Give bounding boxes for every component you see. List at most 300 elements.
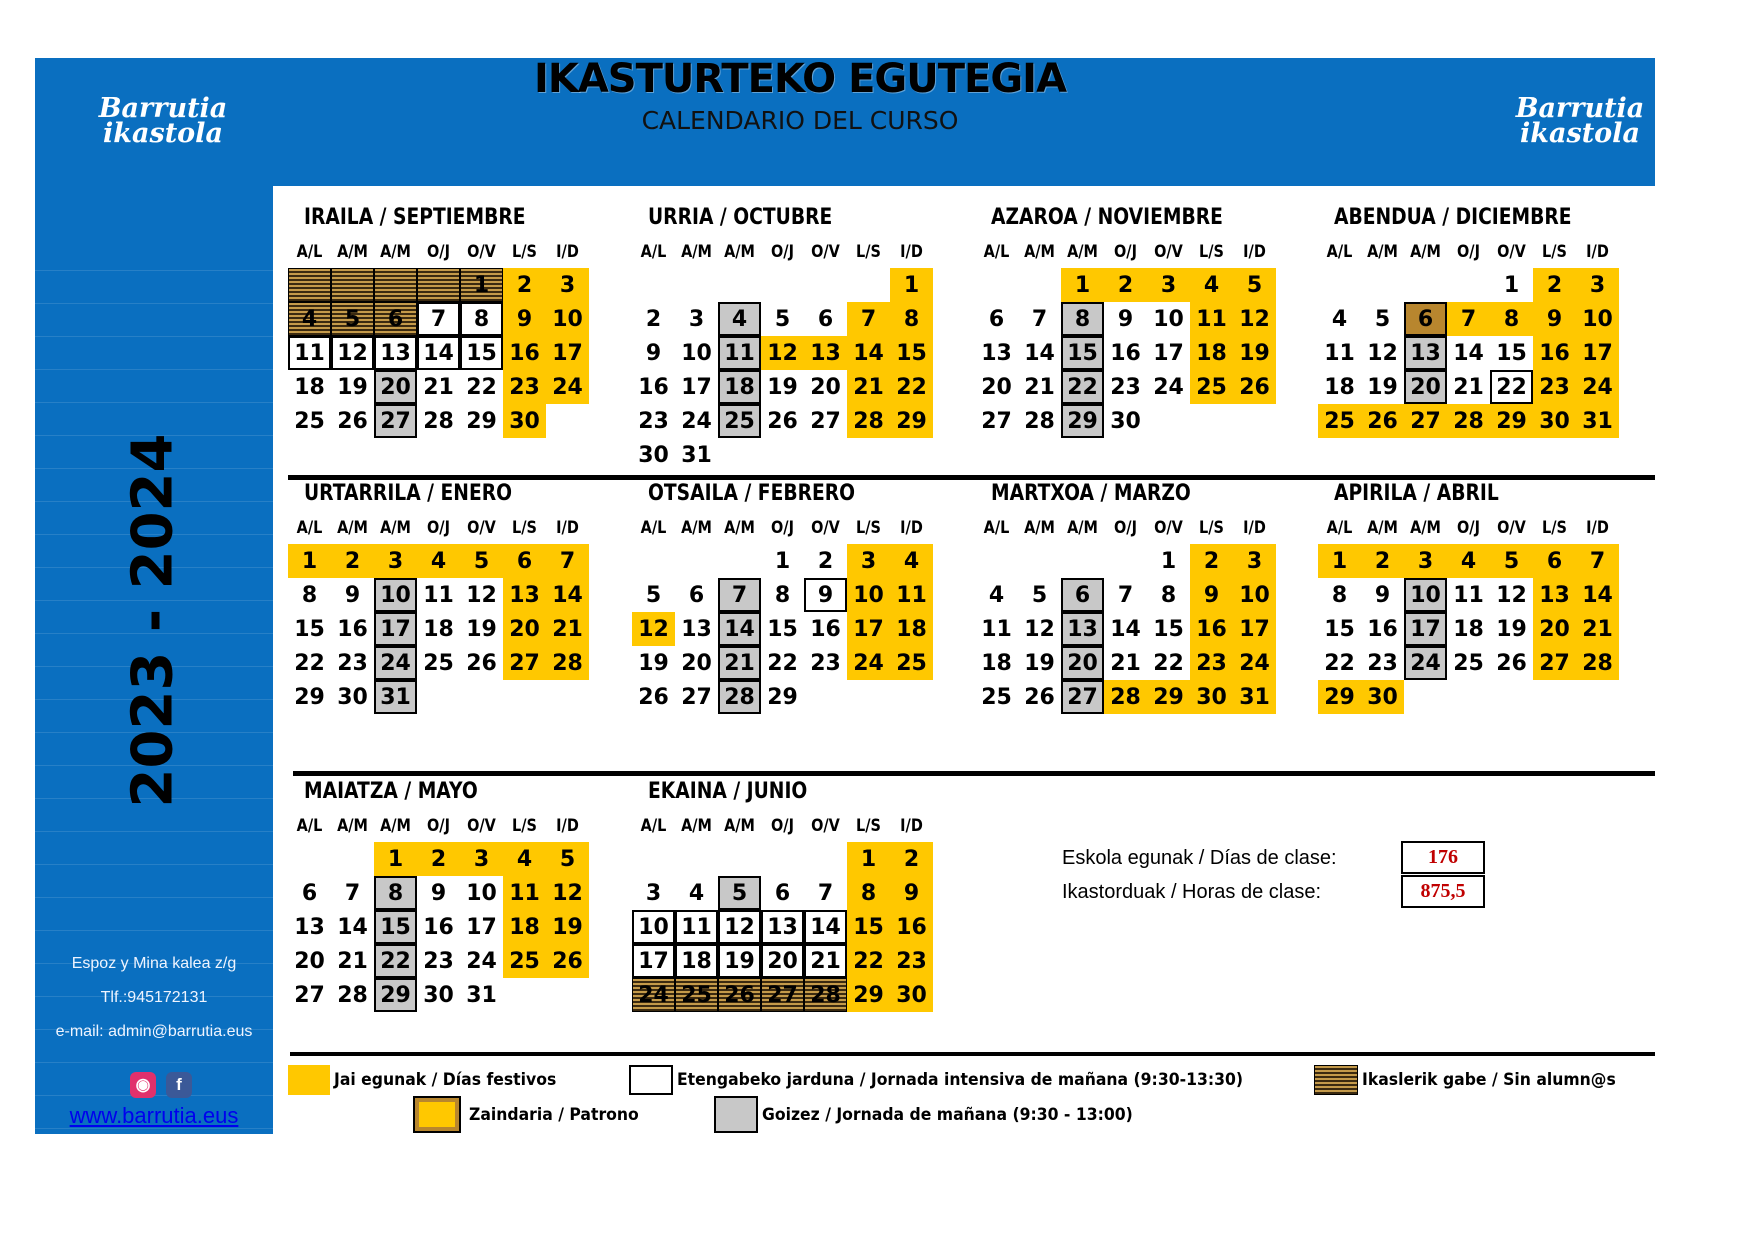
empty-day-cell bbox=[804, 268, 847, 302]
day-cell: 9 bbox=[344, 582, 361, 608]
day-cell: 23 bbox=[337, 650, 368, 676]
day-cell: 4 bbox=[688, 880, 705, 906]
day-cell: 25 bbox=[1190, 370, 1233, 404]
day-cell: 13 bbox=[1061, 612, 1104, 646]
day-cell: 22 bbox=[466, 374, 497, 400]
day-cell: 17 bbox=[1404, 612, 1447, 646]
day-cell: 29 bbox=[1490, 404, 1533, 438]
day-cell: 19 bbox=[767, 374, 798, 400]
day-cell: 3 bbox=[1404, 544, 1447, 578]
day-cell: 7 bbox=[1447, 302, 1490, 336]
day-cell: 11 bbox=[675, 910, 718, 944]
day-cell: 19 bbox=[466, 616, 497, 642]
day-cell: 29 bbox=[1318, 680, 1361, 714]
weekday-label: I/D bbox=[556, 518, 579, 538]
weekday-label: O/V bbox=[1154, 518, 1183, 538]
day-cell: 28 bbox=[1024, 408, 1055, 434]
day-cell: 26 bbox=[546, 944, 589, 978]
day-cell: 11 bbox=[981, 616, 1012, 642]
empty-day-cell bbox=[331, 842, 374, 876]
day-cell: 16 bbox=[503, 336, 546, 370]
empty-day-cell bbox=[288, 268, 331, 302]
day-cell: 30 bbox=[337, 684, 368, 710]
weekday-label: A/M bbox=[681, 816, 712, 836]
weekday-label: A/L bbox=[983, 242, 1010, 262]
day-cell: 2 bbox=[331, 544, 374, 578]
weekday-label: O/V bbox=[467, 518, 496, 538]
day-cell: 9 bbox=[804, 578, 847, 612]
weekday-label: I/D bbox=[900, 518, 923, 538]
day-cell: 4 bbox=[503, 842, 546, 876]
weekday-label: A/M bbox=[724, 242, 755, 262]
day-cell: 28 bbox=[1104, 680, 1147, 714]
day-cell: 26 bbox=[1361, 404, 1404, 438]
day-cell: 27 bbox=[761, 978, 804, 1012]
weekday-label: O/V bbox=[467, 242, 496, 262]
day-cell: 8 bbox=[1160, 582, 1177, 608]
empty-day-cell bbox=[675, 842, 718, 876]
day-cell: 11 bbox=[718, 336, 761, 370]
day-cell: 5 bbox=[1490, 544, 1533, 578]
day-cell: 25 bbox=[981, 684, 1012, 710]
day-grid bbox=[632, 842, 933, 1012]
day-cell: 23 bbox=[1190, 646, 1233, 680]
day-grid bbox=[288, 268, 589, 438]
sidebar-line bbox=[35, 303, 273, 304]
logo-text-line2: ikastola bbox=[103, 118, 223, 149]
day-cell: 6 bbox=[817, 306, 834, 332]
day-cell: 26 bbox=[466, 650, 497, 676]
day-cell: 3 bbox=[1233, 544, 1276, 578]
day-cell: 29 bbox=[466, 408, 497, 434]
empty-day-cell bbox=[718, 268, 761, 302]
day-cell: 27 bbox=[681, 684, 712, 710]
weekday-label: I/D bbox=[1586, 518, 1609, 538]
day-cell: 15 bbox=[1496, 340, 1527, 366]
day-cell: 7 bbox=[1576, 544, 1619, 578]
weekday-header bbox=[1318, 518, 1619, 538]
day-cell: 1 bbox=[890, 268, 933, 302]
weekday-label: O/J bbox=[427, 242, 450, 262]
facebook-icon[interactable]: f bbox=[166, 1072, 192, 1098]
day-cell: 31 bbox=[681, 442, 712, 468]
legend-no-students bbox=[1314, 1065, 1638, 1095]
weekday-label: O/J bbox=[1114, 242, 1137, 262]
logo-left bbox=[88, 93, 238, 149]
day-cell: 10 bbox=[847, 578, 890, 612]
day-cell: 20 bbox=[503, 612, 546, 646]
empty-day-cell bbox=[975, 544, 1018, 578]
weekday-label: L/S bbox=[856, 518, 881, 538]
weekday-label: O/J bbox=[771, 816, 794, 836]
social-links bbox=[130, 1072, 192, 1098]
day-cell: 27 bbox=[981, 408, 1012, 434]
day-cell: 28 bbox=[804, 978, 847, 1012]
legend-holidays bbox=[288, 1065, 576, 1095]
day-cell: 20 bbox=[1061, 646, 1104, 680]
day-cell: 18 bbox=[1453, 616, 1484, 642]
day-cell: 28 bbox=[546, 646, 589, 680]
weekday-label: A/L bbox=[296, 816, 323, 836]
day-cell: 20 bbox=[810, 374, 841, 400]
weekday-header bbox=[975, 518, 1276, 538]
month-title: AZAROA / NOVIEMBRE bbox=[991, 205, 1223, 230]
day-cell: 5 bbox=[331, 302, 374, 336]
sidebar-line bbox=[35, 369, 273, 370]
legend-intensive bbox=[629, 1065, 1292, 1095]
month-title: OTSAILA / FEBRERO bbox=[648, 481, 856, 506]
day-cell: 16 bbox=[1190, 612, 1233, 646]
weekday-label: A/M bbox=[337, 518, 368, 538]
day-cell: 24 bbox=[1576, 370, 1619, 404]
day-cell: 19 bbox=[1233, 336, 1276, 370]
day-grid bbox=[632, 544, 933, 714]
weekday-label: A/M bbox=[380, 242, 411, 262]
empty-day-cell bbox=[417, 268, 460, 302]
day-grid bbox=[1318, 268, 1619, 438]
day-cell: 9 bbox=[1117, 306, 1134, 332]
day-cell: 12 bbox=[1024, 616, 1055, 642]
day-cell: 26 bbox=[1233, 370, 1276, 404]
day-cell: 15 bbox=[374, 910, 417, 944]
day-cell: 5 bbox=[1374, 306, 1391, 332]
day-cell: 17 bbox=[1153, 340, 1184, 366]
weekday-label: L/S bbox=[1199, 242, 1224, 262]
day-cell: 5 bbox=[645, 582, 662, 608]
day-cell: 22 bbox=[294, 650, 325, 676]
day-cell: 12 bbox=[1233, 302, 1276, 336]
day-cell: 23 bbox=[423, 948, 454, 974]
day-cell: 10 bbox=[1233, 578, 1276, 612]
day-cell: 10 bbox=[681, 340, 712, 366]
legend-holidays-label: Jai egunak / Días festivos bbox=[334, 1070, 557, 1090]
weekday-label: A/M bbox=[1410, 518, 1441, 538]
legend-morning-swatch bbox=[714, 1096, 758, 1133]
day-cell: 10 bbox=[466, 880, 497, 906]
weekday-label: L/S bbox=[512, 518, 537, 538]
weekday-label: A/M bbox=[1067, 518, 1098, 538]
weekday-label: O/V bbox=[811, 242, 840, 262]
day-cell: 30 bbox=[1533, 404, 1576, 438]
day-cell: 7 bbox=[1117, 582, 1134, 608]
day-cell: 8 bbox=[374, 876, 417, 910]
day-cell: 6 bbox=[301, 880, 318, 906]
logo-text-line1: Barrutia bbox=[98, 93, 228, 124]
day-cell: 8 bbox=[774, 582, 791, 608]
day-cell: 10 bbox=[632, 910, 675, 944]
day-cell: 10 bbox=[1404, 578, 1447, 612]
day-cell: 2 bbox=[1104, 268, 1147, 302]
weekday-label: A/L bbox=[640, 242, 667, 262]
day-cell: 3 bbox=[688, 306, 705, 332]
day-cell: 13 bbox=[981, 340, 1012, 366]
empty-day-cell bbox=[1061, 544, 1104, 578]
sidebar-line bbox=[35, 864, 273, 865]
day-cell: 12 bbox=[761, 336, 804, 370]
day-cell: 29 bbox=[847, 978, 890, 1012]
weekday-label: A/M bbox=[380, 518, 411, 538]
sidebar-line bbox=[35, 831, 273, 832]
legend-patron bbox=[413, 1096, 654, 1133]
day-cell: 30 bbox=[638, 442, 669, 468]
empty-day-cell bbox=[761, 842, 804, 876]
weekday-label: A/L bbox=[640, 518, 667, 538]
weekday-label: A/M bbox=[380, 816, 411, 836]
day-cell: 28 bbox=[1576, 646, 1619, 680]
day-cell: 31 bbox=[466, 982, 497, 1008]
day-cell: 9 bbox=[890, 876, 933, 910]
day-cell: 28 bbox=[847, 404, 890, 438]
day-cell: 15 bbox=[1324, 616, 1355, 642]
day-cell: 25 bbox=[718, 404, 761, 438]
weekday-label: I/D bbox=[1586, 242, 1609, 262]
logo-right bbox=[1505, 93, 1655, 149]
sidebar-line bbox=[35, 930, 273, 931]
day-cell: 15 bbox=[890, 336, 933, 370]
sidebar-line bbox=[35, 336, 273, 337]
day-cell: 3 bbox=[1147, 268, 1190, 302]
day-cell: 16 bbox=[1367, 616, 1398, 642]
sidebar-line bbox=[35, 897, 273, 898]
month-title: IRAILA / SEPTIEMBRE bbox=[304, 205, 526, 230]
day-cell: 18 bbox=[294, 374, 325, 400]
day-grid bbox=[975, 544, 1276, 714]
day-cell: 21 bbox=[804, 944, 847, 978]
day-cell: 2 bbox=[1533, 268, 1576, 302]
day-cell: 21 bbox=[337, 948, 368, 974]
day-cell: 14 bbox=[1453, 340, 1484, 366]
day-grid bbox=[975, 268, 1276, 438]
day-cell: 28 bbox=[1447, 404, 1490, 438]
day-cell: 24 bbox=[1153, 374, 1184, 400]
day-cell: 24 bbox=[1404, 646, 1447, 680]
day-cell: 5 bbox=[774, 306, 791, 332]
day-cell: 24 bbox=[681, 408, 712, 434]
day-cell: 31 bbox=[1233, 680, 1276, 714]
weekday-header bbox=[975, 242, 1276, 262]
day-cell: 6 bbox=[1061, 578, 1104, 612]
weekday-label: A/L bbox=[296, 242, 323, 262]
email: e-mail: admin@barrutia.eus bbox=[55, 1023, 253, 1040]
day-cell: 18 bbox=[503, 910, 546, 944]
weekday-label: A/M bbox=[337, 816, 368, 836]
day-cell: 2 bbox=[503, 268, 546, 302]
day-cell: 10 bbox=[546, 302, 589, 336]
day-cell: 21 bbox=[847, 370, 890, 404]
day-cell: 17 bbox=[1576, 336, 1619, 370]
day-cell: 7 bbox=[546, 544, 589, 578]
day-grid bbox=[1318, 544, 1619, 714]
empty-day-cell bbox=[632, 842, 675, 876]
day-cell: 5 bbox=[546, 842, 589, 876]
day-cell: 26 bbox=[767, 408, 798, 434]
day-cell: 13 bbox=[761, 910, 804, 944]
legend-morning-label: Goizez / Jornada de mañana (9:30 - 13:00) bbox=[762, 1104, 1133, 1125]
day-cell: 29 bbox=[1061, 404, 1104, 438]
day-cell: 11 bbox=[1453, 582, 1484, 608]
weekday-label: O/V bbox=[811, 816, 840, 836]
day-cell: 28 bbox=[718, 680, 761, 714]
day-cell: 4 bbox=[890, 544, 933, 578]
day-cell: 23 bbox=[1533, 370, 1576, 404]
empty-day-cell bbox=[1018, 544, 1061, 578]
empty-day-cell bbox=[1318, 268, 1361, 302]
day-cell: 30 bbox=[890, 978, 933, 1012]
day-cell: 3 bbox=[546, 268, 589, 302]
day-cell: 12 bbox=[546, 876, 589, 910]
day-cell: 1 bbox=[1061, 268, 1104, 302]
day-cell: 21 bbox=[1024, 374, 1055, 400]
empty-day-cell bbox=[1447, 268, 1490, 302]
day-cell: 3 bbox=[645, 880, 662, 906]
day-cell: 3 bbox=[1576, 268, 1619, 302]
weekday-label: I/D bbox=[1243, 242, 1266, 262]
day-cell: 9 bbox=[430, 880, 447, 906]
empty-day-cell bbox=[632, 268, 675, 302]
day-cell: 13 bbox=[1533, 578, 1576, 612]
day-cell: 26 bbox=[718, 978, 761, 1012]
day-cell: 17 bbox=[374, 612, 417, 646]
class-hours-label: Ikastorduak / Horas de clase: bbox=[1062, 881, 1322, 903]
day-cell: 20 bbox=[1533, 612, 1576, 646]
day-cell: 15 bbox=[1061, 336, 1104, 370]
phone: Tlf.:945172131 bbox=[100, 989, 208, 1006]
school-year-text: 2023 - 2024 bbox=[120, 433, 186, 807]
day-cell: 1 bbox=[774, 548, 791, 574]
day-cell: 30 bbox=[1361, 680, 1404, 714]
day-cell: 16 bbox=[638, 374, 669, 400]
weekday-header bbox=[288, 518, 589, 538]
empty-day-cell bbox=[331, 268, 374, 302]
day-cell: 27 bbox=[503, 646, 546, 680]
day-cell: 4 bbox=[417, 544, 460, 578]
weekday-label: O/J bbox=[427, 518, 450, 538]
day-cell: 11 bbox=[1190, 302, 1233, 336]
empty-day-cell bbox=[718, 544, 761, 578]
weekday-header bbox=[1318, 242, 1619, 262]
day-cell: 14 bbox=[337, 914, 368, 940]
website-link[interactable]: www.barrutia.eus bbox=[69, 1103, 239, 1128]
day-cell: 25 bbox=[503, 944, 546, 978]
day-cell: 19 bbox=[638, 650, 669, 676]
day-cell: 27 bbox=[1061, 680, 1104, 714]
address: Espoz y Mina kalea z/g bbox=[71, 955, 237, 972]
legend-morning bbox=[714, 1096, 1165, 1133]
day-cell: 2 bbox=[645, 306, 662, 332]
day-cell: 1 bbox=[847, 842, 890, 876]
empty-day-cell bbox=[718, 842, 761, 876]
legend-holidays-swatch bbox=[288, 1065, 330, 1095]
day-cell: 29 bbox=[767, 684, 798, 710]
day-cell: 14 bbox=[718, 612, 761, 646]
weekday-label: L/S bbox=[856, 816, 881, 836]
day-grid bbox=[288, 544, 589, 714]
day-cell: 19 bbox=[337, 374, 368, 400]
day-cell: 16 bbox=[1533, 336, 1576, 370]
day-cell: 19 bbox=[1496, 616, 1527, 642]
day-cell: 9 bbox=[1190, 578, 1233, 612]
legend-no-students-label: Ikaslerik gabe / Sin alumn@s bbox=[1362, 1070, 1616, 1090]
day-cell: 4 bbox=[1331, 306, 1348, 332]
day-cell: 10 bbox=[1576, 302, 1619, 336]
day-cell: 19 bbox=[1367, 374, 1398, 400]
day-cell: 10 bbox=[374, 578, 417, 612]
legend-patron-swatch bbox=[413, 1096, 461, 1133]
day-cell: 8 bbox=[1490, 302, 1533, 336]
day-cell: 18 bbox=[1190, 336, 1233, 370]
day-cell: 7 bbox=[718, 578, 761, 612]
weekday-header bbox=[288, 242, 589, 262]
day-cell: 4 bbox=[988, 582, 1005, 608]
day-cell: 16 bbox=[1110, 340, 1141, 366]
sidebar-line bbox=[35, 1062, 273, 1063]
day-cell: 23 bbox=[1367, 650, 1398, 676]
day-cell: 17 bbox=[1233, 612, 1276, 646]
day-cell: 12 bbox=[718, 910, 761, 944]
day-cell: 30 bbox=[1190, 680, 1233, 714]
day-cell: 24 bbox=[1233, 646, 1276, 680]
empty-day-cell bbox=[761, 268, 804, 302]
day-cell: 13 bbox=[503, 578, 546, 612]
logo-text-line2: ikastola bbox=[1520, 118, 1640, 149]
weekday-label: L/S bbox=[1542, 518, 1567, 538]
day-cell: 16 bbox=[890, 910, 933, 944]
weekday-label: L/S bbox=[856, 242, 881, 262]
day-cell: 21 bbox=[1576, 612, 1619, 646]
day-cell: 22 bbox=[847, 944, 890, 978]
empty-day-cell bbox=[975, 268, 1018, 302]
day-cell: 1 bbox=[1503, 272, 1520, 298]
day-cell: 6 bbox=[1533, 544, 1576, 578]
weekday-label: A/M bbox=[1367, 518, 1398, 538]
instagram-icon[interactable]: ◉ bbox=[130, 1072, 156, 1098]
day-cell: 9 bbox=[503, 302, 546, 336]
day-cell: 25 bbox=[294, 408, 325, 434]
day-cell: 29 bbox=[1147, 680, 1190, 714]
month-title: APIRILA / ABRIL bbox=[1334, 481, 1499, 506]
school-year-label bbox=[40, 420, 265, 820]
day-cell: 29 bbox=[294, 684, 325, 710]
day-cell: 24 bbox=[847, 646, 890, 680]
empty-day-cell bbox=[804, 842, 847, 876]
day-cell: 14 bbox=[847, 336, 890, 370]
weekday-label: I/D bbox=[556, 816, 579, 836]
legend-intensive-swatch bbox=[629, 1065, 673, 1095]
day-cell: 27 bbox=[374, 404, 417, 438]
weekday-label: A/L bbox=[296, 518, 323, 538]
day-cell: 15 bbox=[294, 616, 325, 642]
day-cell: 1 bbox=[374, 842, 417, 876]
weekday-label: O/V bbox=[1497, 518, 1526, 538]
day-cell: 25 bbox=[1453, 650, 1484, 676]
day-cell: 3 bbox=[460, 842, 503, 876]
day-cell: 14 bbox=[417, 336, 460, 370]
empty-day-cell bbox=[1404, 268, 1447, 302]
day-cell: 17 bbox=[632, 944, 675, 978]
day-cell: 21 bbox=[423, 374, 454, 400]
weekday-label: O/J bbox=[771, 518, 794, 538]
weekday-label: A/M bbox=[724, 518, 755, 538]
day-cell: 22 bbox=[1061, 370, 1104, 404]
day-cell: 18 bbox=[890, 612, 933, 646]
school-days-label: Eskola egunak / Días de clase: bbox=[1062, 847, 1337, 869]
day-cell: 18 bbox=[675, 944, 718, 978]
day-cell: 31 bbox=[1576, 404, 1619, 438]
day-cell: 23 bbox=[810, 650, 841, 676]
day-cell: 26 bbox=[1496, 650, 1527, 676]
day-cell: 16 bbox=[423, 914, 454, 940]
day-cell: 6 bbox=[688, 582, 705, 608]
